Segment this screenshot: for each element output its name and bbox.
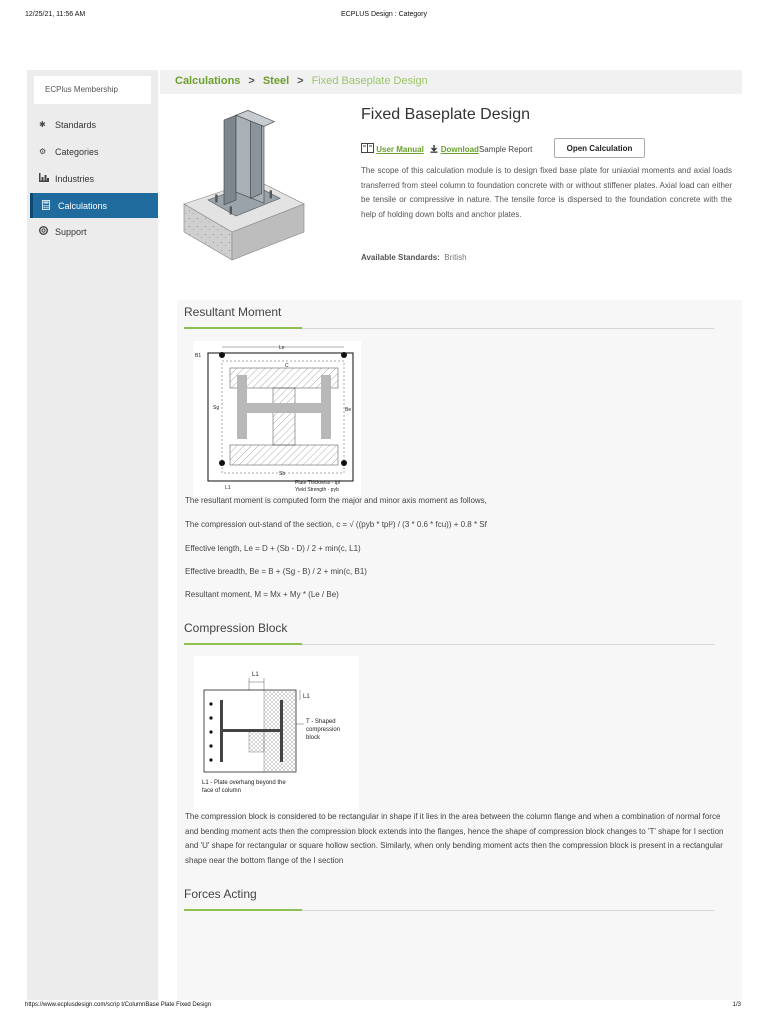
section-title-forces-acting: Forces Acting	[184, 887, 257, 901]
breadcrumb-separator: >	[248, 75, 255, 87]
page-description: The scope of this calculation module is to design fixed base plate for uniaxial moments and axial loads transferred from steel column to foundation concrete with or without stiffener plates. Axial load can either be tensile or compressive in nature. The tensile force is dispersed to the foundation concrete with the help of holding down bolts and anchor plates.	[361, 166, 732, 219]
available-standards-label: Available Standards:	[361, 253, 440, 262]
label-sg: Sg	[213, 405, 220, 411]
breadcrumb-separator: >	[297, 75, 304, 87]
label-face-of-column: face of column	[202, 788, 242, 794]
manual-icon	[361, 145, 376, 154]
label-le: Le	[279, 345, 285, 351]
print-footer	[0, 1002, 768, 1014]
formula-compression-outstand: The compression out-stand of the section, c = √ ((pyb * tpl²) / (3 * 0.6 * fcu)) + 0.8 * Sf	[185, 520, 487, 529]
print-page-number: 1/3	[732, 1002, 741, 1008]
available-standards-value: British	[444, 253, 467, 262]
label-l1-side: L1	[303, 694, 310, 700]
calculator-icon	[42, 200, 58, 212]
label-be: Be	[345, 407, 352, 413]
sidebar-item-label: Industries	[55, 173, 95, 184]
sidebar-item-standards[interactable]	[27, 112, 158, 137]
formula-effective-length: Effective length, Le = D + (Sb - D) / 2 + min(c, L1)	[185, 544, 361, 553]
label-l1-top: L1	[252, 672, 259, 678]
label-plate-thickness: Plate Thickness - tpl	[295, 480, 340, 486]
label-sb: Sb	[279, 471, 286, 477]
bar-chart-icon	[39, 173, 55, 184]
breadcrumb-calculations[interactable]: Calculations	[175, 75, 241, 87]
compression-block-diagram	[194, 656, 359, 814]
sample-report-text: Sample Report	[478, 145, 533, 154]
breadcrumb-current: Fixed Baseplate Design	[311, 75, 428, 87]
cogs-icon: ⚙	[39, 147, 47, 156]
lifebuoy-icon	[39, 226, 55, 237]
open-calculation-button[interactable]: Open Calculation	[554, 138, 645, 158]
download-link[interactable]: Download	[440, 145, 479, 154]
section-title-compression-block: Compression Block	[184, 621, 288, 635]
download-icon	[430, 145, 440, 154]
content-panel	[177, 300, 742, 1000]
membership-box[interactable]: ECPlus Membership	[34, 76, 151, 104]
print-url: https://www.ecplusdesign.com/scrip t/ColumnBase Plate Fixed Design	[25, 1002, 212, 1008]
formula-resultant-moment: Resultant moment, M = Mx + My * (Le / Be)	[185, 590, 339, 599]
page-title: Fixed Baseplate Design	[361, 106, 530, 123]
sidebar-item-label: Calculations	[58, 200, 108, 211]
print-datetime: 12/25/21, 11:56 AM	[25, 11, 86, 18]
label-plate-overhang: L1 - Plate overhang beyond the	[202, 780, 286, 786]
compression-block-paragraph: The compression block is considered to be rectangular in shape if it lies in the area between the column flange and when a combination of normal force and bending moment acts then the compression block extends into the flanges, hence the shape of compression block changes to 'T' shape for I section and 'U' shape for rectangular or square hollow section. Similarly, when only bending moment acts then the compression block is present in a rectangular shape near the bottom flange of the I section	[185, 812, 724, 865]
user-manual-link[interactable]: User Manual	[376, 145, 424, 154]
sidebar	[27, 70, 158, 1000]
sidebar-item-industries[interactable]	[27, 166, 158, 191]
section-divider	[184, 910, 714, 911]
sidebar-item-label: Standards	[55, 119, 97, 130]
label-block: block	[306, 735, 321, 741]
section-title-resultant-moment: Resultant Moment	[184, 305, 282, 319]
sidebar-item-label: Support	[55, 226, 87, 237]
resultant-intro: The resultant moment is computed form the major and minor axis moment as follows,	[185, 496, 487, 505]
label-b1: B1	[195, 353, 202, 359]
baseplate-plan-diagram	[193, 341, 361, 496]
section-divider	[184, 328, 714, 329]
breadcrumb	[160, 70, 742, 94]
sidebar-item-calculations[interactable]	[30, 193, 158, 218]
sidebar-item-categories[interactable]	[27, 139, 158, 164]
section-divider	[184, 644, 714, 645]
label-compression: compression	[306, 727, 341, 733]
sidebar-item-label: Categories	[55, 146, 99, 157]
label-c: C	[285, 363, 289, 369]
available-standards	[361, 253, 467, 262]
print-header	[0, 11, 768, 23]
label-l1: L1	[225, 485, 231, 491]
formula-effective-breadth: Effective breadth, Be = B + (Sg - B) / 2 + min(c, B1)	[185, 567, 367, 576]
document-links	[361, 143, 532, 159]
baseplate-illustration[interactable]	[180, 104, 308, 264]
sidebar-item-support[interactable]	[27, 219, 158, 244]
label-t-shaped: T - Shaped	[306, 719, 336, 725]
print-title: ECPLUS Design : Category	[341, 11, 427, 18]
asterisk-icon: ✱	[39, 120, 46, 129]
label-yield-strength: Yield Strength - pyb	[295, 487, 339, 493]
breadcrumb-steel[interactable]: Steel	[262, 75, 290, 87]
